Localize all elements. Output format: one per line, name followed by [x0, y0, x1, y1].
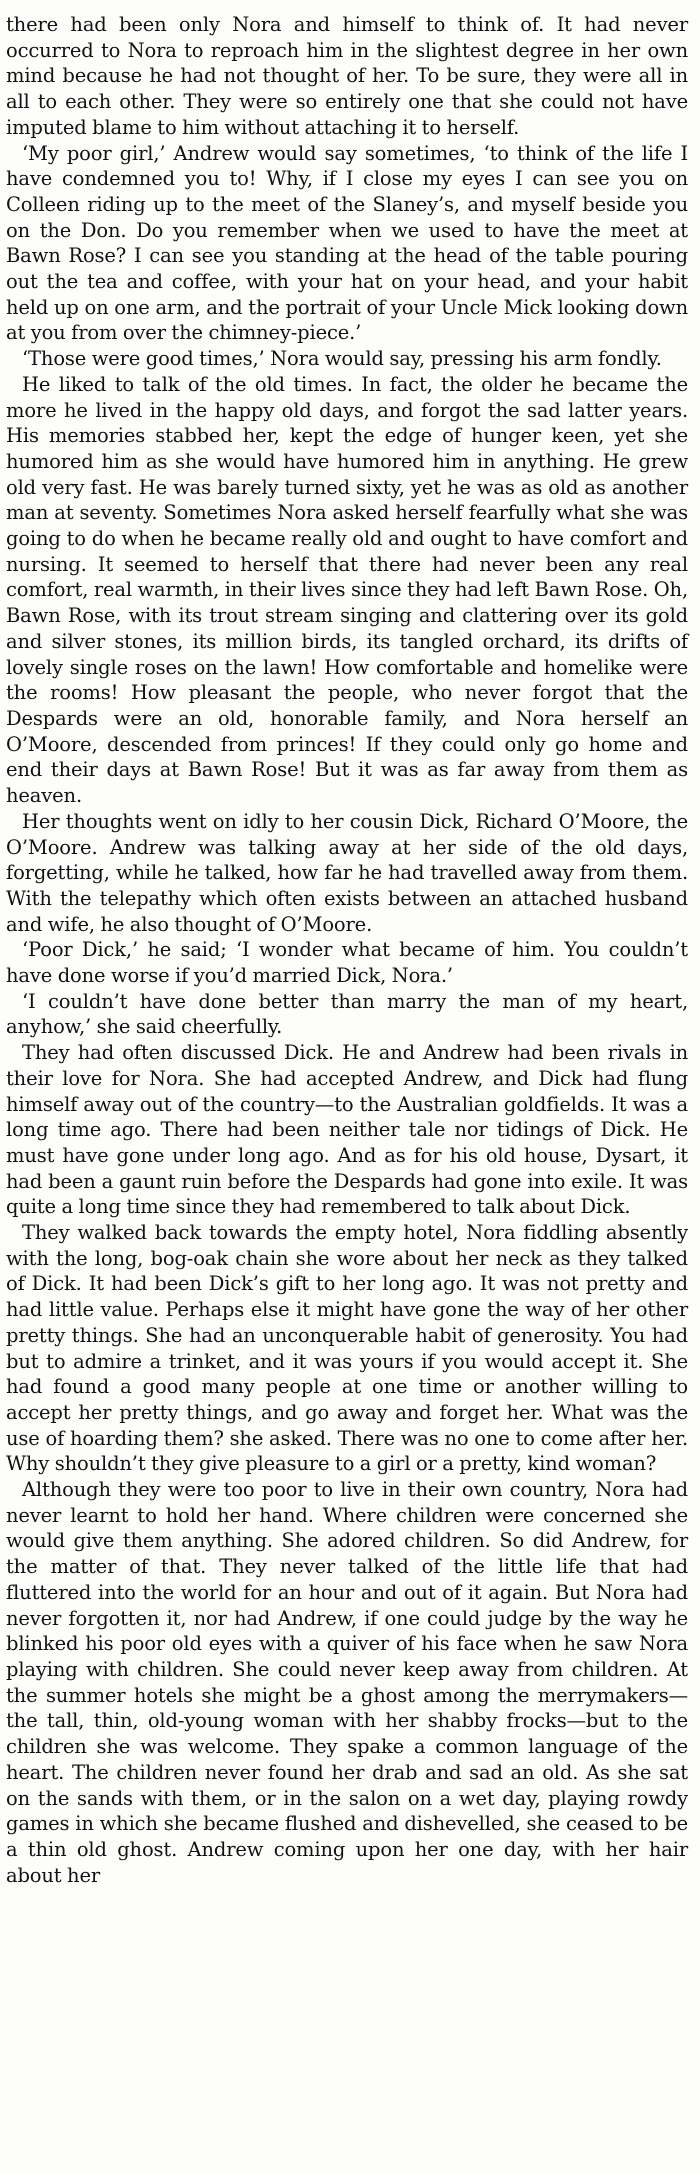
- paragraph-3: ‘Those were good times,’ Nora would say, pressing his arm fondly.: [22, 347, 662, 371]
- paragraph-4: He liked to talk of the old times. In fact, the older he became the more he lived in the happy old days, and forgot the sad latter years. His memories stabbed her, kept the edge of hunger keen, yet she humored him as she would have humored him in anything. He grew old very fast. He was barely turned sixty, yet he was as old as another man at seventy. Sometimes Nora asked herself fearfully what she was going to do when he became really old and ought to have comfort and nursing. It seemed to herself that there had never been any real comfort, real warmth, in their lives since they had left Bawn Rose. Oh, Bawn Rose, with its trout stream singing and clattering over its gold and silver stones, its million birds, its tangled orchard, its drifts of lovely single roses on the lawn! How comfortable and homelike were the rooms! How pleasant the people, who never forgot that the Despards were an old, honorable family, and Nora herself an O’Moore, descended from princes! If they could only go home and end their days at Bawn Rose! But it was as far away from them as heaven.: [6, 372, 688, 808]
- paragraph-2: ‘My poor girl,’ Andrew would say sometimes, ‘to think of the life I have condemned you to! Why, if I close my eyes I can see you on Colleen riding up to the meet of the Slaney’s, and myself beside you on the Don. Do you remember when we used to have the meet at Bawn Rose? I can see you standing at the head of the table pouring out the tea and coffee, with your hat on your head, and your habit held up on one arm, and the portrait of your Uncle Mick looking down at you from over the chimney-piece.’: [6, 141, 688, 345]
- body-text: [6, 12, 688, 1888]
- paragraph-10: Although they were too poor to live in their own country, Nora had never learnt to hold her hand. Where children were concerned she would give them anything. She adored children. So did Andrew, for the matter of that. They never talked of the little life that had fluttered into the world for an hour and out of it again. But Nora had never forgotten it, nor had Andrew, if one could judge by the way he blinked his poor old eyes with a quiver of his face when he saw Nora playing with children. She could never keep away from children. At the summer hotels she might be a ghost among the merrymakers—the tall, thin, old-young woman with her shabby frocks—but to the children she was welcome. They spake a common language of the heart. The children never found her drab and sad an old. As she sat on the sands with them, or in the salon on a wet day, playing rowdy games in which she became flushed and dishevelled, she ceased to be a thin old ghost. Andrew coming upon her one day, with her hair about her: [6, 1478, 688, 1887]
- paragraph-5: Her thoughts went on idly to her cousin Dick, Richard O’Moore, the O’Moore. Andrew was talking away at her side of the old days, forgetting, while he talked, how far he had travelled away from them. With the telepathy which often exists between an attached husband and wife, he also thought of O’Moore.: [6, 809, 688, 936]
- paragraph-1: there had been only Nora and himself to think of. It had never occurred to Nora to reproach him in the slightest degree in her own mind because he had not thought of her. To be sure, they were all in all to each other. They were so entirely one that she could not have imputed blame to him without attaching it to herself.: [6, 13, 688, 139]
- paragraph-9: They walked back towards the empty hotel, Nora fiddling absently with the long, bog-oak chain she wore about her neck as they talked of Dick. It had been Dick’s gift to her long ago. It was not pretty and had little value. Perhaps else it might have gone the way of her other pretty things. She had an unconquerable habit of generosity. You had but to admire a trinket, and it was yours if you would accept it. She had found a good many people at one time or another willing to accept her pretty things, and go away and forget her. What was the use of hoarding them? she asked. There was no one to come after her. Why shouldn’t they give pleasure to a girl or a pretty, kind woman?: [6, 1221, 688, 1476]
- paragraph-6: ‘Poor Dick,’ he said; ‘I wonder what became of him. You couldn’t have done worse if you’d married Dick, Nora.’: [6, 938, 688, 988]
- paragraph-8: They had often discussed Dick. He and Andrew had been rivals in their love for Nora. She had accepted Andrew, and Dick had flung himself away out of the country—to the Australian goldfields. It was a long time ago. There had been neither tale nor tidings of Dick. He must have gone under long ago. And as for his old house, Dysart, it had been a gaunt ruin before the Despards had gone into exile. It was quite a long time since they had remembered to talk about Dick.: [6, 1041, 688, 1219]
- paragraph-7: ‘I couldn’t have done better than marry the man of my heart, anyhow,’ she said cheerfully.: [6, 989, 688, 1039]
